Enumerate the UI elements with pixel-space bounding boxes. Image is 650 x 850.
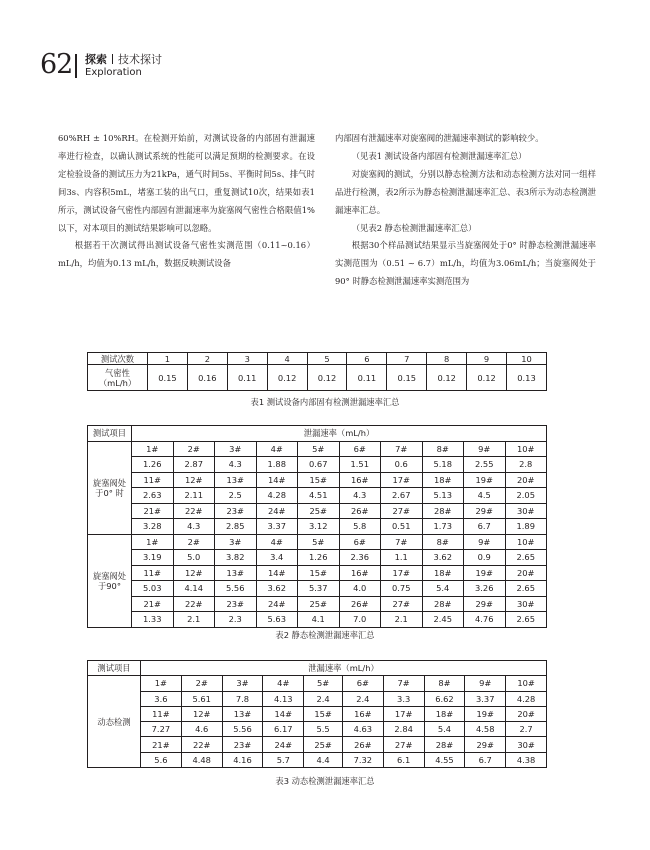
table-cell: 2.7 <box>506 722 547 737</box>
sample-id-cell: 20# <box>505 565 547 581</box>
table-row <box>88 722 547 737</box>
table-cell: 0.75 <box>381 581 423 597</box>
sample-id-cell: 24# <box>256 596 298 612</box>
table-row <box>88 581 547 597</box>
sample-id-cell: 12# <box>181 706 222 721</box>
row-group-label-line: 于90° <box>97 580 121 591</box>
sample-id-cell: 1# <box>132 534 174 550</box>
table-caption: 表1 测试设备内部固有检测泄漏速率汇总 <box>250 397 400 407</box>
table-row <box>88 596 547 612</box>
table-cell: 4.63 <box>342 722 383 737</box>
table-cell: 0.51 <box>381 519 423 535</box>
table-cell: 4.58 <box>465 722 506 737</box>
table-row <box>88 441 547 457</box>
sample-id-cell: 24# <box>256 503 298 519</box>
table-cell: 4.76 <box>464 612 506 628</box>
table-cell: 2.1 <box>173 612 215 628</box>
table-cell: 2.3 <box>215 612 257 628</box>
section-label: 探索 <box>85 53 107 66</box>
table-cell: 3.37 <box>256 519 298 535</box>
table-cell: 1.26 <box>132 457 174 473</box>
table-cell: 5.6 <box>141 752 182 767</box>
sample-id-cell: 11# <box>132 565 174 581</box>
table-group <box>88 441 547 534</box>
sample-id-cell: 3# <box>222 676 263 691</box>
sample-id-cell: 29# <box>464 596 506 612</box>
table-cell: 5.0 <box>173 550 215 566</box>
sample-id-cell: 21# <box>132 503 174 519</box>
sample-id-cell: 29# <box>464 503 506 519</box>
table-cell: 2.84 <box>383 722 424 737</box>
table-cell: 7.32 <box>342 752 383 767</box>
table-cell: 5.5 <box>304 722 343 737</box>
table-cell: 4.38 <box>506 752 547 767</box>
table-cell: 4.28 <box>256 488 298 504</box>
sample-id-cell: 6# <box>339 534 381 550</box>
sample-id-cell: 18# <box>422 565 464 581</box>
table-cell: 6.17 <box>263 722 304 737</box>
sample-id-cell: 4# <box>263 676 304 691</box>
table-cell: 2.4 <box>304 691 343 706</box>
sample-id-cell: 28# <box>422 503 464 519</box>
table-cell: 0.11 <box>347 365 387 391</box>
sample-id-cell: 30# <box>506 737 547 752</box>
sample-id-cell: 16# <box>342 706 383 721</box>
table-row <box>88 752 547 767</box>
sample-id-cell: 10# <box>506 676 547 691</box>
sample-id-cell: 5# <box>298 534 340 550</box>
paragraph: 根据30个样品测试结果显示当旋塞阀处于0° 时静态检测泄漏速率实测范围为（0.51 ~ 6.7）mL/h，均值为3.06mL/h；当旋塞阀处于90° 时静态检测泄漏速率实测范围为 <box>335 240 596 287</box>
table-cell: 6.1 <box>383 752 424 767</box>
sample-id-cell: 14# <box>256 565 298 581</box>
table-header-cell: 5 <box>307 353 347 365</box>
sample-id-cell: 13# <box>215 472 257 488</box>
table-header-cell: 9 <box>467 353 507 365</box>
table-cell: 0.67 <box>298 457 340 473</box>
table-cell: 2.36 <box>339 550 381 566</box>
table-cell: 1.89 <box>505 519 547 535</box>
sample-id-cell: 7# <box>381 441 423 457</box>
sample-id-cell: 27# <box>383 737 424 752</box>
sample-id-cell: 18# <box>422 472 464 488</box>
table-cell: 2.87 <box>173 457 215 473</box>
sample-id-cell: 26# <box>339 596 381 612</box>
table-cell: 5.4 <box>424 722 465 737</box>
sample-id-cell: 11# <box>132 472 174 488</box>
row-group-label-line: 旋塞阀处 <box>92 477 127 488</box>
sample-id-cell: 3# <box>215 441 257 457</box>
sample-id-cell: 3# <box>215 534 257 550</box>
table-cell: 0.12 <box>427 365 467 391</box>
table-cell: 0.15 <box>387 365 427 391</box>
table-row <box>88 353 547 365</box>
sample-id-cell: 22# <box>173 596 215 612</box>
table-cell: 1.51 <box>339 457 381 473</box>
table-cell: 7.8 <box>222 691 263 706</box>
table-row <box>88 457 547 473</box>
table-header-cell: 泄漏速率（mL/h） <box>141 661 547 676</box>
sample-id-cell: 21# <box>132 596 174 612</box>
sample-id-cell: 1# <box>141 676 182 691</box>
table-cell: 6.7 <box>465 752 506 767</box>
table-header-cell: 10 <box>507 353 547 365</box>
table-row <box>88 737 547 752</box>
table-static-leak-rate <box>87 425 547 628</box>
table-header-cell: 泄漏速率（mL/h） <box>132 426 547 442</box>
table-header-cell: 7 <box>387 353 427 365</box>
table-header-cell: 3 <box>227 353 267 365</box>
table-cell: 3.4 <box>256 550 298 566</box>
sample-id-cell: 15# <box>304 706 343 721</box>
text-column-right <box>335 130 596 291</box>
paragraph: 内部固有泄漏速率对旋塞阀的泄漏速率测试的影响较少。 <box>335 133 544 143</box>
table-cell: 3.28 <box>132 519 174 535</box>
sample-id-cell: 18# <box>424 706 465 721</box>
sample-id-cell: 12# <box>173 472 215 488</box>
sample-id-cell: 22# <box>173 503 215 519</box>
table-cell: 4.28 <box>506 691 547 706</box>
sample-id-cell: 29# <box>465 737 506 752</box>
table-cell: 2.45 <box>422 612 464 628</box>
sample-id-cell: 23# <box>215 596 257 612</box>
table-cell: 4.48 <box>181 752 222 767</box>
sample-id-cell: 11# <box>141 706 182 721</box>
paragraph: 根据若干次测试得出测试设备气密性实测范围（0.11~0.16）mL/h，均值为0.13 mL/h，数据反映测试设备 <box>58 240 315 269</box>
table-cell: 1.1 <box>381 550 423 566</box>
table-cell: 4.3 <box>215 457 257 473</box>
sample-id-cell: 13# <box>215 565 257 581</box>
sample-id-cell: 4# <box>256 441 298 457</box>
sample-id-cell: 7# <box>381 534 423 550</box>
sample-id-cell: 2# <box>181 676 222 691</box>
table-row <box>88 706 547 721</box>
table-row <box>88 426 547 442</box>
table-cell: 5.56 <box>222 722 263 737</box>
sample-id-cell: 8# <box>424 676 465 691</box>
row-group-label <box>88 676 141 768</box>
sample-id-cell: 6# <box>342 676 383 691</box>
row-group-label <box>88 534 132 627</box>
table-cell: 3.62 <box>256 581 298 597</box>
table-header-cell: 测试次数 <box>88 353 148 365</box>
table-cell: 3.12 <box>298 519 340 535</box>
table-cell: 6.62 <box>424 691 465 706</box>
sample-id-cell: 1# <box>132 441 174 457</box>
table-cell: 4.6 <box>181 722 222 737</box>
table-cell: 2.11 <box>173 488 215 504</box>
table-row <box>88 612 547 628</box>
table-dynamic-leak-rate <box>87 660 547 768</box>
sample-id-cell: 9# <box>465 676 506 691</box>
table-row <box>88 550 547 566</box>
table-cell: 5.63 <box>256 612 298 628</box>
table-cell: 2.55 <box>464 457 506 473</box>
sample-id-cell: 26# <box>342 737 383 752</box>
sample-id-cell: 5# <box>298 441 340 457</box>
row-label-line: 气密性 <box>105 367 130 378</box>
sample-id-cell: 7# <box>383 676 424 691</box>
sample-id-cell: 2# <box>173 534 215 550</box>
sample-id-cell: 22# <box>181 737 222 752</box>
table-cell: 1.88 <box>256 457 298 473</box>
table-cell: 6.7 <box>464 519 506 535</box>
sample-id-cell: 14# <box>256 472 298 488</box>
table-cell: 4.5 <box>464 488 506 504</box>
sample-id-cell: 27# <box>381 503 423 519</box>
table-caption: 表3 动态检测泄漏速率汇总 <box>275 776 375 786</box>
table-cell: 7.0 <box>339 612 381 628</box>
subsection-label: 技术探讨 <box>118 53 162 66</box>
sample-id-cell: 19# <box>464 565 506 581</box>
table-header-cell: 4 <box>267 353 307 365</box>
table-cell: 0.15 <box>148 365 188 391</box>
row-label <box>88 365 148 391</box>
sample-id-cell: 25# <box>304 737 343 752</box>
sample-id-cell: 30# <box>505 503 547 519</box>
table-cell: 5.7 <box>263 752 304 767</box>
sample-id-cell: 25# <box>298 596 340 612</box>
table-cell: 4.4 <box>304 752 343 767</box>
table-cell: 1.26 <box>298 550 340 566</box>
table-cell: 1.73 <box>422 519 464 535</box>
table-header-cell: 6 <box>347 353 387 365</box>
row-group-label-line: 动态检测 <box>97 716 131 727</box>
sample-id-cell: 6# <box>339 441 381 457</box>
table-cell: 2.67 <box>381 488 423 504</box>
table-row <box>88 365 547 391</box>
row-group-label <box>88 441 132 534</box>
table-cell: 4.55 <box>424 752 465 767</box>
sample-id-cell: 9# <box>464 534 506 550</box>
table-row <box>88 472 547 488</box>
row-group-label-line: 于0° 时 <box>95 487 124 498</box>
table-cell: 2.4 <box>342 691 383 706</box>
sample-id-cell: 9# <box>464 441 506 457</box>
table-cell: 2.63 <box>132 488 174 504</box>
sample-id-cell: 17# <box>381 472 423 488</box>
table-cell: 2.8 <box>505 457 547 473</box>
table-cell: 5.13 <box>422 488 464 504</box>
text-column-left <box>58 130 315 273</box>
table-cell: 0.12 <box>467 365 507 391</box>
sample-id-cell: 16# <box>339 565 381 581</box>
table-cell: 3.3 <box>383 691 424 706</box>
sample-id-cell: 27# <box>381 596 423 612</box>
section-separator <box>112 54 113 64</box>
table-cell: 3.6 <box>141 691 182 706</box>
paragraph: （见表1 测试设备内部固有检测泄漏速率汇总） <box>351 150 527 161</box>
table-group <box>88 676 547 768</box>
table-cell: 3.62 <box>422 550 464 566</box>
table-cell: 5.61 <box>181 691 222 706</box>
table-cell: 5.18 <box>422 457 464 473</box>
table-cell: 4.16 <box>222 752 263 767</box>
sample-id-cell: 19# <box>464 472 506 488</box>
sample-id-cell: 26# <box>339 503 381 519</box>
section-title <box>85 53 162 67</box>
sample-id-cell: 30# <box>505 596 547 612</box>
sample-id-cell: 25# <box>298 503 340 519</box>
table-cell: 5.37 <box>298 581 340 597</box>
table-header-cell: 1 <box>148 353 188 365</box>
table-cell: 4.3 <box>173 519 215 535</box>
sample-id-cell: 8# <box>422 441 464 457</box>
sample-id-cell: 28# <box>422 596 464 612</box>
table-device-leak-rate <box>87 352 547 391</box>
table-header-cell: 测试项目 <box>88 661 141 676</box>
table-cell: 4.14 <box>173 581 215 597</box>
table-cell: 5.8 <box>339 519 381 535</box>
section-title-en: Exploration <box>85 67 142 78</box>
table-cell: 1.33 <box>132 612 174 628</box>
table-cell: 4.13 <box>263 691 304 706</box>
table-row <box>88 503 547 519</box>
table-cell: 0.12 <box>307 365 347 391</box>
sample-id-cell: 4# <box>256 534 298 550</box>
sample-id-cell: 20# <box>505 472 547 488</box>
table-cell: 0.6 <box>381 457 423 473</box>
sample-id-cell: 8# <box>422 534 464 550</box>
sample-id-cell: 15# <box>298 472 340 488</box>
table-cell: 2.65 <box>505 581 547 597</box>
table-cell: 5.4 <box>422 581 464 597</box>
sample-id-cell: 12# <box>173 565 215 581</box>
table-group <box>88 534 547 627</box>
table-row <box>88 676 547 691</box>
table-cell: 2.05 <box>505 488 547 504</box>
table-row <box>88 488 547 504</box>
table-row <box>88 565 547 581</box>
sample-id-cell: 23# <box>215 503 257 519</box>
sample-id-cell: 21# <box>141 737 182 752</box>
table-cell: 2.65 <box>505 550 547 566</box>
table-row <box>88 691 547 706</box>
table-cell: 3.82 <box>215 550 257 566</box>
table-cell: 5.56 <box>215 581 257 597</box>
table-cell: 0.12 <box>267 365 307 391</box>
table-cell: 4.3 <box>339 488 381 504</box>
sample-id-cell: 16# <box>339 472 381 488</box>
row-group-label-line: 旋塞阀处 <box>92 570 127 581</box>
header-divider <box>75 54 77 78</box>
sample-id-cell: 14# <box>263 706 304 721</box>
sample-id-cell: 20# <box>506 706 547 721</box>
table-header-cell: 测试项目 <box>88 426 132 442</box>
sample-id-cell: 10# <box>505 534 547 550</box>
table-header-cell: 2 <box>187 353 227 365</box>
paragraph: 60%RH ± 10%RH。在检测开始前，对测试设备的内部固有泄漏速率进行检查，以确认测试系统的性能可以满足预期的检测要求。在设定检验设备的测试压力为21kPa，通气时间5s、平衡时间5s、排气时间3s、内容积5mL，堵塞工装的出气口，重复测试10次，结果如表1所示，测试设备气密性内部固有泄漏速率为旋塞阀气密性合格限值1%以下，对本项目的测试结果影响可以忽略。 <box>58 133 315 233</box>
table-header-cell: 8 <box>427 353 467 365</box>
table-cell: 2.5 <box>215 488 257 504</box>
sample-id-cell: 28# <box>424 737 465 752</box>
sample-id-cell: 24# <box>263 737 304 752</box>
table-cell: 7.27 <box>141 722 182 737</box>
row-label-line: （mL/h） <box>98 377 137 388</box>
table-cell: 4.0 <box>339 581 381 597</box>
table-row <box>88 661 547 676</box>
sample-id-cell: 2# <box>173 441 215 457</box>
sample-id-cell: 5# <box>304 676 343 691</box>
table-cell: 2.85 <box>215 519 257 535</box>
sample-id-cell: 19# <box>465 706 506 721</box>
table-cell: 4.1 <box>298 612 340 628</box>
sample-id-cell: 13# <box>222 706 263 721</box>
table-cell: 4.51 <box>298 488 340 504</box>
sample-id-cell: 10# <box>505 441 547 457</box>
table-cell: 5.03 <box>132 581 174 597</box>
table-cell: 0.9 <box>464 550 506 566</box>
table-cell: 0.13 <box>507 365 547 391</box>
table-caption: 表2 静态检测泄漏速率汇总 <box>275 630 375 640</box>
paragraph: 对旋塞阀的测试，分别以静态检测方法和动态检测方法对同一组样品进行检测，表2所示为静态检测泄漏速率汇总、表3所示为动态检测泄漏速率汇总。 <box>335 168 596 215</box>
table-cell: 2.1 <box>381 612 423 628</box>
paragraph: （见表2 静态检测泄漏速率汇总） <box>351 222 477 233</box>
table-row <box>88 519 547 535</box>
table-cell: 2.65 <box>505 612 547 628</box>
table-cell: 3.37 <box>465 691 506 706</box>
table-cell: 3.26 <box>464 581 506 597</box>
table-cell: 0.11 <box>227 365 267 391</box>
sample-id-cell: 15# <box>298 565 340 581</box>
table-row <box>88 534 547 550</box>
sample-id-cell: 17# <box>383 706 424 721</box>
sample-id-cell: 23# <box>222 737 263 752</box>
page-number: 62 <box>40 49 73 80</box>
table-cell: 0.16 <box>187 365 227 391</box>
sample-id-cell: 17# <box>381 565 423 581</box>
table-cell: 3.19 <box>132 550 174 566</box>
